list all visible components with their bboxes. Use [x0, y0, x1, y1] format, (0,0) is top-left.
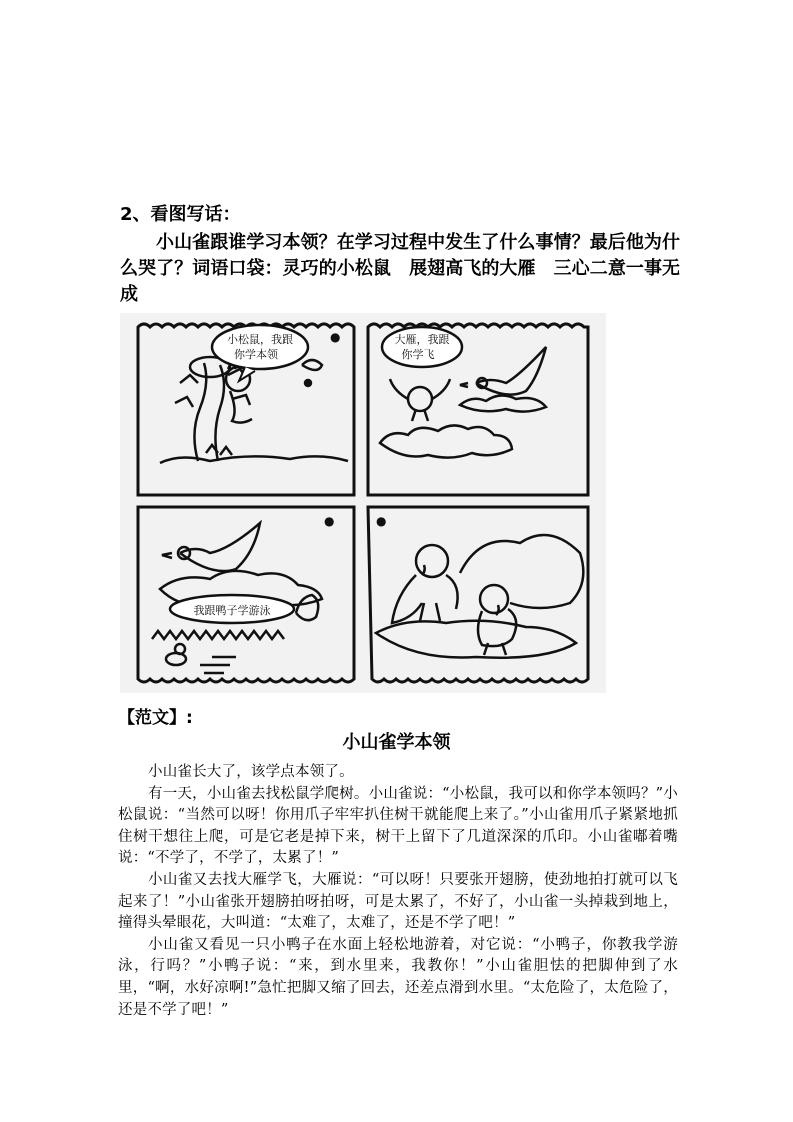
panel-1-marker: ●	[330, 330, 341, 344]
panel-2-speech-bubble	[382, 327, 462, 367]
prompt-word-geese: 展翅高飞的大雁	[409, 258, 536, 279]
model-essay-label: 【范文】:	[118, 708, 193, 728]
essay-body	[118, 762, 678, 1021]
panel-2-bubble-text-1: 大雁，我跟	[394, 333, 450, 346]
panel-4-scene	[376, 535, 583, 658]
comic-illustration	[120, 313, 606, 693]
panel-2-bubble-text-2: 你学飞	[401, 348, 435, 361]
panel-1-scene	[160, 357, 348, 463]
panel-3-bubble-text: 我跟鸭子学游泳	[193, 604, 271, 617]
essay-paragraph: 小山雀又去找大雁学飞，大雁说：“可以呀！只要张开翅膀，使劲地拍打就可以飞起来了！”小山雀张开翅膀拍呀拍呀，可是太累了，不好了，小山雀一头掉栽到地上，撞得头晕眼花，大叫道：“太难了，太难了，还是不学了吧！”	[118, 871, 678, 932]
panel-4-marker: ●	[376, 514, 387, 528]
prompt-word-idiom: 三心二意一事无成	[120, 258, 681, 305]
question-prompt	[120, 230, 680, 308]
panel-1-bubble-text-2: 你学本领	[234, 348, 278, 361]
essay-paragraph: 小山雀又看见一只小鸭子在水面上轻松地游着，对它说：“小鸭子，你教我学游泳，行吗？”小鸭子说：“来，到水里来，我教你！”小山雀胆怯的把脚伸到了水里，“啊，水好凉啊!”急忙把脚又缩了回去，还差点滑到水里。“太危险了，太危险了，还是不学了吧！”	[118, 936, 678, 1018]
essay-paragraph: 小山雀长大了，该学点本领了。	[148, 764, 354, 780]
essay-paragraph: 有一天，小山雀去找松鼠学爬树。小山雀说：“小松鼠，我可以和你学本领吗？”小松鼠说：“当然可以呀！你用爪子牢牢扒住树干就能爬上来了。”小山雀用爪子紧紧地抓住树干想往上爬，可是它老是掉下来，树干上留下了几道深深的爪印。小山雀嘟着嘴说：“不学了，不学了，太累了！”	[118, 785, 678, 867]
panel-3-speech-bubble	[170, 595, 294, 623]
panel-1-bubble-text-1: 小松鼠，我跟	[227, 333, 293, 346]
prompt-text: 小山雀跟谁学习本领？在学习过程中发生了什么事情？最后他为什么哭了？词语口袋：灵巧的小松鼠	[120, 232, 680, 279]
question-heading: 2、看图写话：	[120, 204, 241, 225]
essay-title: 小山雀学本领	[342, 732, 451, 753]
panel-3-marker: ●	[324, 514, 335, 528]
